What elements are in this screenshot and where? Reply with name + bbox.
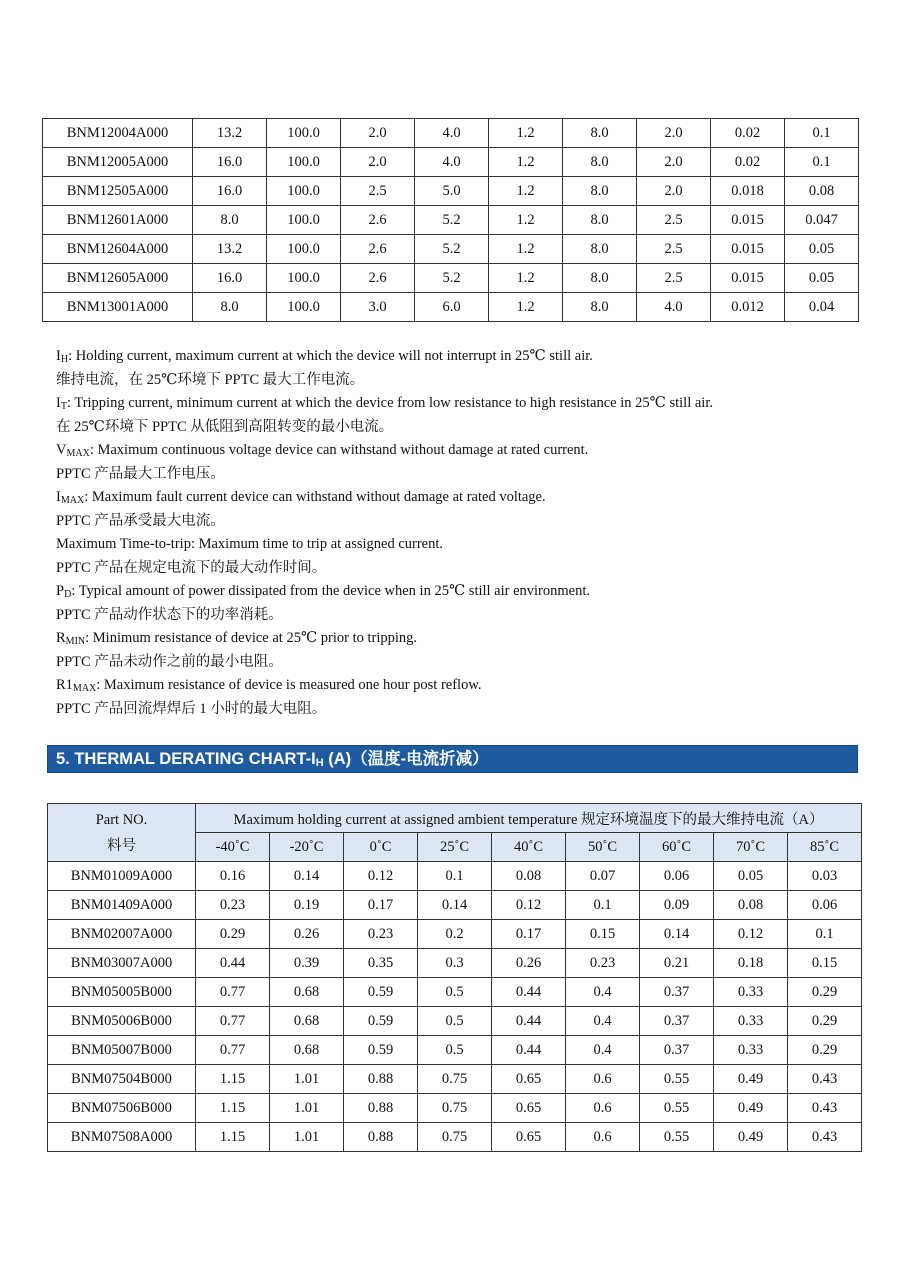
value-cell: 16.0 (193, 264, 267, 293)
value-cell: 0.29 (788, 978, 862, 1007)
table-row (43, 293, 859, 322)
section-title-rest: (A)（温度-电流折减） (323, 750, 489, 768)
value-cell: 0.68 (270, 1036, 344, 1065)
note-symbol: I (56, 348, 61, 364)
value-cell: 1.2 (489, 293, 563, 322)
note-text: : Typical amount of power dissipated from the device when in 25℃ still air environment. (71, 583, 591, 599)
value-cell: 1.15 (196, 1065, 270, 1094)
value-cell: 0.29 (788, 1036, 862, 1065)
value-cell: 1.15 (196, 1094, 270, 1123)
temperature-header: 0˚C (344, 833, 418, 862)
value-cell: 8.0 (563, 177, 637, 206)
value-cell: 0.88 (344, 1094, 418, 1123)
value-cell: 2.6 (341, 235, 415, 264)
note-symbol-subscript: T (60, 401, 67, 412)
value-cell: 0.5 (418, 978, 492, 1007)
value-cell: 0.33 (714, 978, 788, 1007)
note-line (56, 627, 856, 651)
value-cell: 8.0 (193, 293, 267, 322)
value-cell: 4.0 (415, 148, 489, 177)
value-cell: 0.05 (714, 862, 788, 891)
table-row (43, 119, 859, 148)
temperature-header: 40˚C (492, 833, 566, 862)
part-number-cell: BNM12601A000 (43, 206, 193, 235)
part-number-cell: BNM12005A000 (43, 148, 193, 177)
value-cell: 2.6 (341, 206, 415, 235)
value-cell: 2.0 (637, 177, 711, 206)
value-cell: 0.3 (418, 949, 492, 978)
temperature-header: -40˚C (196, 833, 270, 862)
note-text: : Maximum resistance of device is measured one hour post reflow. (96, 677, 482, 693)
value-cell: 0.55 (640, 1065, 714, 1094)
value-cell: 0.23 (566, 949, 640, 978)
value-cell: 4.0 (415, 119, 489, 148)
value-cell: 0.4 (566, 978, 640, 1007)
value-cell: 0.015 (711, 264, 785, 293)
value-cell: 0.04 (785, 293, 859, 322)
value-cell: 100.0 (267, 148, 341, 177)
section-title-sub: H (315, 757, 324, 769)
value-cell: 2.0 (341, 148, 415, 177)
value-cell: 0.015 (711, 206, 785, 235)
value-cell: 0.49 (714, 1094, 788, 1123)
value-cell: 100.0 (267, 264, 341, 293)
table-row (43, 235, 859, 264)
value-cell: 1.01 (270, 1094, 344, 1123)
value-cell: 1.2 (489, 235, 563, 264)
value-cell: 0.06 (640, 862, 714, 891)
note-symbol-subscript: D (64, 589, 72, 600)
value-cell: 6.0 (415, 293, 489, 322)
value-cell: 0.29 (788, 1007, 862, 1036)
value-cell: 0.14 (418, 891, 492, 920)
value-cell: 0.37 (640, 1036, 714, 1065)
section-title-main: 5. THERMAL DERATING CHART-I (56, 750, 316, 768)
value-cell: 0.33 (714, 1007, 788, 1036)
value-cell: 0.1 (418, 862, 492, 891)
table-row (43, 148, 859, 177)
value-cell: 13.2 (193, 235, 267, 264)
partno-header-cn: 料号 (107, 837, 136, 854)
note-symbol: R1 (56, 677, 73, 693)
part-number-cell: BNM07504B000 (48, 1065, 196, 1094)
value-cell: 0.08 (785, 177, 859, 206)
value-cell: 0.07 (566, 862, 640, 891)
value-cell: 0.44 (492, 978, 566, 1007)
note-text: PPTC 产品动作状态下的功率消耗。 (56, 606, 283, 623)
value-cell: 0.44 (492, 1007, 566, 1036)
note-line (56, 439, 856, 463)
value-cell: 0.17 (492, 920, 566, 949)
value-cell: 0.03 (788, 862, 862, 891)
note-symbol: V (56, 442, 67, 458)
note-text: PPTC 产品在规定电流下的最大动作时间。 (56, 559, 327, 576)
value-cell: 2.0 (341, 119, 415, 148)
value-cell: 0.75 (418, 1094, 492, 1123)
table-row (48, 862, 862, 891)
value-cell: 0.12 (492, 891, 566, 920)
value-cell: 0.05 (785, 264, 859, 293)
value-cell: 0.19 (270, 891, 344, 920)
value-cell: 1.15 (196, 1123, 270, 1152)
note-line (56, 698, 856, 722)
part-number-cell: BNM12004A000 (43, 119, 193, 148)
value-cell: 0.08 (492, 862, 566, 891)
note-text: PPTC 产品未动作之前的最小电阻。 (56, 653, 283, 670)
value-cell: 0.55 (640, 1094, 714, 1123)
table-row (48, 1065, 862, 1094)
value-cell: 0.4 (566, 1036, 640, 1065)
note-text: PPTC 产品最大工作电压。 (56, 465, 225, 482)
value-cell: 0.35 (344, 949, 418, 978)
table-row (48, 1094, 862, 1123)
note-line (56, 651, 856, 675)
value-cell: 0.68 (270, 1007, 344, 1036)
value-cell: 100.0 (267, 206, 341, 235)
value-cell: 0.21 (640, 949, 714, 978)
value-cell: 0.6 (566, 1094, 640, 1123)
value-cell: 0.2 (418, 920, 492, 949)
temperature-header: 85˚C (788, 833, 862, 862)
value-cell: 0.1 (785, 119, 859, 148)
value-cell: 0.12 (714, 920, 788, 949)
note-line (56, 510, 856, 534)
table-row (48, 891, 862, 920)
value-cell: 0.65 (492, 1123, 566, 1152)
note-line (56, 604, 856, 628)
value-cell: 0.06 (788, 891, 862, 920)
note-text: : Maximum continuous voltage device can withstand without damage at rated current. (89, 442, 589, 458)
value-cell: 0.1 (785, 148, 859, 177)
value-cell: 0.15 (788, 949, 862, 978)
value-cell: 8.0 (563, 206, 637, 235)
value-cell: 100.0 (267, 119, 341, 148)
note-line (56, 557, 856, 581)
part-number-cell: BNM12605A000 (43, 264, 193, 293)
note-text: 维持电流，在 25℃环境下 PPTC 最大工作电流。 (56, 371, 365, 388)
note-line (56, 369, 856, 393)
value-cell: 5.0 (415, 177, 489, 206)
value-cell: 100.0 (267, 235, 341, 264)
value-cell: 1.2 (489, 206, 563, 235)
value-cell: 0.59 (344, 978, 418, 1007)
value-cell: 2.0 (637, 148, 711, 177)
value-cell: 0.015 (711, 235, 785, 264)
part-number-cell: BNM12505A000 (43, 177, 193, 206)
note-text: Maximum Time-to-trip: Maximum time to trip at assigned current. (56, 536, 444, 552)
temperature-header: 60˚C (640, 833, 714, 862)
value-cell: 0.09 (640, 891, 714, 920)
value-cell: 0.65 (492, 1094, 566, 1123)
value-cell: 0.14 (270, 862, 344, 891)
value-cell: 1.2 (489, 177, 563, 206)
value-cell: 4.0 (637, 293, 711, 322)
value-cell: 8.0 (563, 293, 637, 322)
note-symbol-subscript: MIN (65, 636, 86, 647)
temperature-header: 50˚C (566, 833, 640, 862)
part-number-cell: BNM02007A000 (48, 920, 196, 949)
value-cell: 0.77 (196, 1036, 270, 1065)
value-cell: 0.88 (344, 1065, 418, 1094)
value-cell: 1.2 (489, 148, 563, 177)
value-cell: 8.0 (563, 119, 637, 148)
value-cell: 100.0 (267, 177, 341, 206)
note-line (56, 345, 856, 369)
spec-table-body (43, 119, 859, 322)
table-row (48, 1123, 862, 1152)
value-cell: 0.26 (270, 920, 344, 949)
value-cell: 0.02 (711, 119, 785, 148)
part-number-cell: BNM07508A000 (48, 1123, 196, 1152)
value-cell: 0.1 (788, 920, 862, 949)
value-cell: 8.0 (563, 148, 637, 177)
note-text: : Tripping current, minimum current at which the device from low resistance to high resistance in 25℃ still air. (66, 395, 713, 411)
part-number-cell: BNM03007A000 (48, 949, 196, 978)
value-cell: 0.43 (788, 1065, 862, 1094)
value-cell: 0.047 (785, 206, 859, 235)
note-symbol-subscript: MAX (60, 495, 85, 506)
note-line (56, 463, 856, 487)
part-number-cell: BNM13001A000 (43, 293, 193, 322)
value-cell: 2.5 (637, 264, 711, 293)
value-cell: 0.14 (640, 920, 714, 949)
value-cell: 0.44 (196, 949, 270, 978)
value-cell: 0.012 (711, 293, 785, 322)
note-line (56, 486, 856, 510)
derating-table-body (48, 862, 862, 1152)
value-cell: 0.26 (492, 949, 566, 978)
value-cell: 0.6 (566, 1065, 640, 1094)
value-cell: 0.43 (788, 1094, 862, 1123)
note-line (56, 674, 856, 698)
note-text: PPTC 产品回流焊焊后 1 小时的最大电阻。 (56, 700, 327, 717)
note-symbol-subscript: MAX (66, 448, 90, 459)
derating-header-row-1 (48, 804, 862, 833)
value-cell: 0.43 (788, 1123, 862, 1152)
value-cell: 1.2 (489, 119, 563, 148)
value-cell: 0.05 (785, 235, 859, 264)
value-cell: 0.75 (418, 1065, 492, 1094)
value-cell: 1.01 (270, 1065, 344, 1094)
table-row (43, 177, 859, 206)
value-cell: 0.08 (714, 891, 788, 920)
value-cell: 0.4 (566, 1007, 640, 1036)
value-cell: 0.23 (196, 891, 270, 920)
value-cell: 0.29 (196, 920, 270, 949)
definitions-notes (56, 345, 856, 721)
note-line (56, 392, 856, 416)
note-symbol: I (56, 395, 61, 411)
table-row (48, 978, 862, 1007)
value-cell: 0.15 (566, 920, 640, 949)
part-number-cell: BNM01009A000 (48, 862, 196, 891)
value-cell: 0.49 (714, 1065, 788, 1094)
value-cell: 0.02 (711, 148, 785, 177)
value-cell: 16.0 (193, 177, 267, 206)
part-number-cell: BNM07506B000 (48, 1094, 196, 1123)
note-line (56, 580, 856, 604)
value-cell: 0.23 (344, 920, 418, 949)
value-cell: 0.39 (270, 949, 344, 978)
value-cell: 2.5 (637, 235, 711, 264)
temperature-header: 25˚C (418, 833, 492, 862)
value-cell: 0.59 (344, 1036, 418, 1065)
table-row (43, 206, 859, 235)
section-5-title (47, 745, 858, 773)
value-cell: 0.65 (492, 1065, 566, 1094)
note-symbol: P (56, 583, 65, 599)
value-cell: 0.55 (640, 1123, 714, 1152)
value-cell: 0.5 (418, 1036, 492, 1065)
value-cell: 5.2 (415, 235, 489, 264)
value-cell: 2.5 (637, 206, 711, 235)
value-cell: 0.5 (418, 1007, 492, 1036)
note-line (56, 533, 856, 557)
value-cell: 0.16 (196, 862, 270, 891)
table-row (48, 920, 862, 949)
note-text: : Holding current, maximum current at which the device will not interrupt in 25℃ still air. (68, 348, 593, 364)
value-cell: 0.88 (344, 1123, 418, 1152)
part-number-cell: BNM05007B000 (48, 1036, 196, 1065)
note-text: : Maximum fault current device can withstand without damage at rated voltage. (84, 489, 546, 505)
value-cell: 1.2 (489, 264, 563, 293)
value-cell: 3.0 (341, 293, 415, 322)
value-cell: 2.0 (637, 119, 711, 148)
thermal-derating-table (47, 803, 862, 1152)
value-cell: 0.12 (344, 862, 418, 891)
group-header: Maximum holding current at assigned ambient temperature 规定环境温度下的最大维持电流（A） (196, 804, 862, 833)
note-symbol-subscript: MAX (72, 683, 97, 694)
value-cell: 5.2 (415, 206, 489, 235)
value-cell: 13.2 (193, 119, 267, 148)
value-cell: 16.0 (193, 148, 267, 177)
note-symbol: R (56, 630, 66, 646)
value-cell: 0.17 (344, 891, 418, 920)
value-cell: 8.0 (193, 206, 267, 235)
value-cell: 0.77 (196, 978, 270, 1007)
note-text: PPTC 产品承受最大电流。 (56, 512, 225, 529)
value-cell: 1.01 (270, 1123, 344, 1152)
partno-header-en: Part NO. (95, 811, 148, 828)
value-cell: 0.75 (418, 1123, 492, 1152)
note-text: : Minimum resistance of device at 25℃ prior to tripping. (85, 630, 418, 646)
value-cell: 0.018 (711, 177, 785, 206)
value-cell: 0.44 (492, 1036, 566, 1065)
value-cell: 8.0 (563, 235, 637, 264)
part-number-cell: BNM12604A000 (43, 235, 193, 264)
table-row (48, 1007, 862, 1036)
value-cell: 0.6 (566, 1123, 640, 1152)
part-number-cell: BNM05005B000 (48, 978, 196, 1007)
temperature-header: -20˚C (270, 833, 344, 862)
table-row (48, 1036, 862, 1065)
part-number-cell: BNM01409A000 (48, 891, 196, 920)
value-cell: 0.59 (344, 1007, 418, 1036)
value-cell: 0.33 (714, 1036, 788, 1065)
value-cell: 2.5 (341, 177, 415, 206)
value-cell: 0.49 (714, 1123, 788, 1152)
note-symbol-subscript: H (60, 354, 69, 365)
temperature-header: 70˚C (714, 833, 788, 862)
note-text: 在 25℃环境下 PPTC 从低阻到高阻转变的最小电流。 (56, 418, 394, 435)
part-number-cell: BNM05006B000 (48, 1007, 196, 1036)
value-cell: 0.37 (640, 978, 714, 1007)
value-cell: 2.6 (341, 264, 415, 293)
value-cell: 5.2 (415, 264, 489, 293)
spec-table (42, 118, 859, 322)
value-cell: 0.18 (714, 949, 788, 978)
value-cell: 100.0 (267, 293, 341, 322)
partno-header (48, 804, 196, 862)
note-symbol: I (56, 489, 61, 505)
value-cell: 8.0 (563, 264, 637, 293)
value-cell: 0.68 (270, 978, 344, 1007)
table-row (48, 949, 862, 978)
value-cell: 0.37 (640, 1007, 714, 1036)
value-cell: 0.1 (566, 891, 640, 920)
table-row (43, 264, 859, 293)
note-line (56, 416, 856, 440)
value-cell: 0.77 (196, 1007, 270, 1036)
